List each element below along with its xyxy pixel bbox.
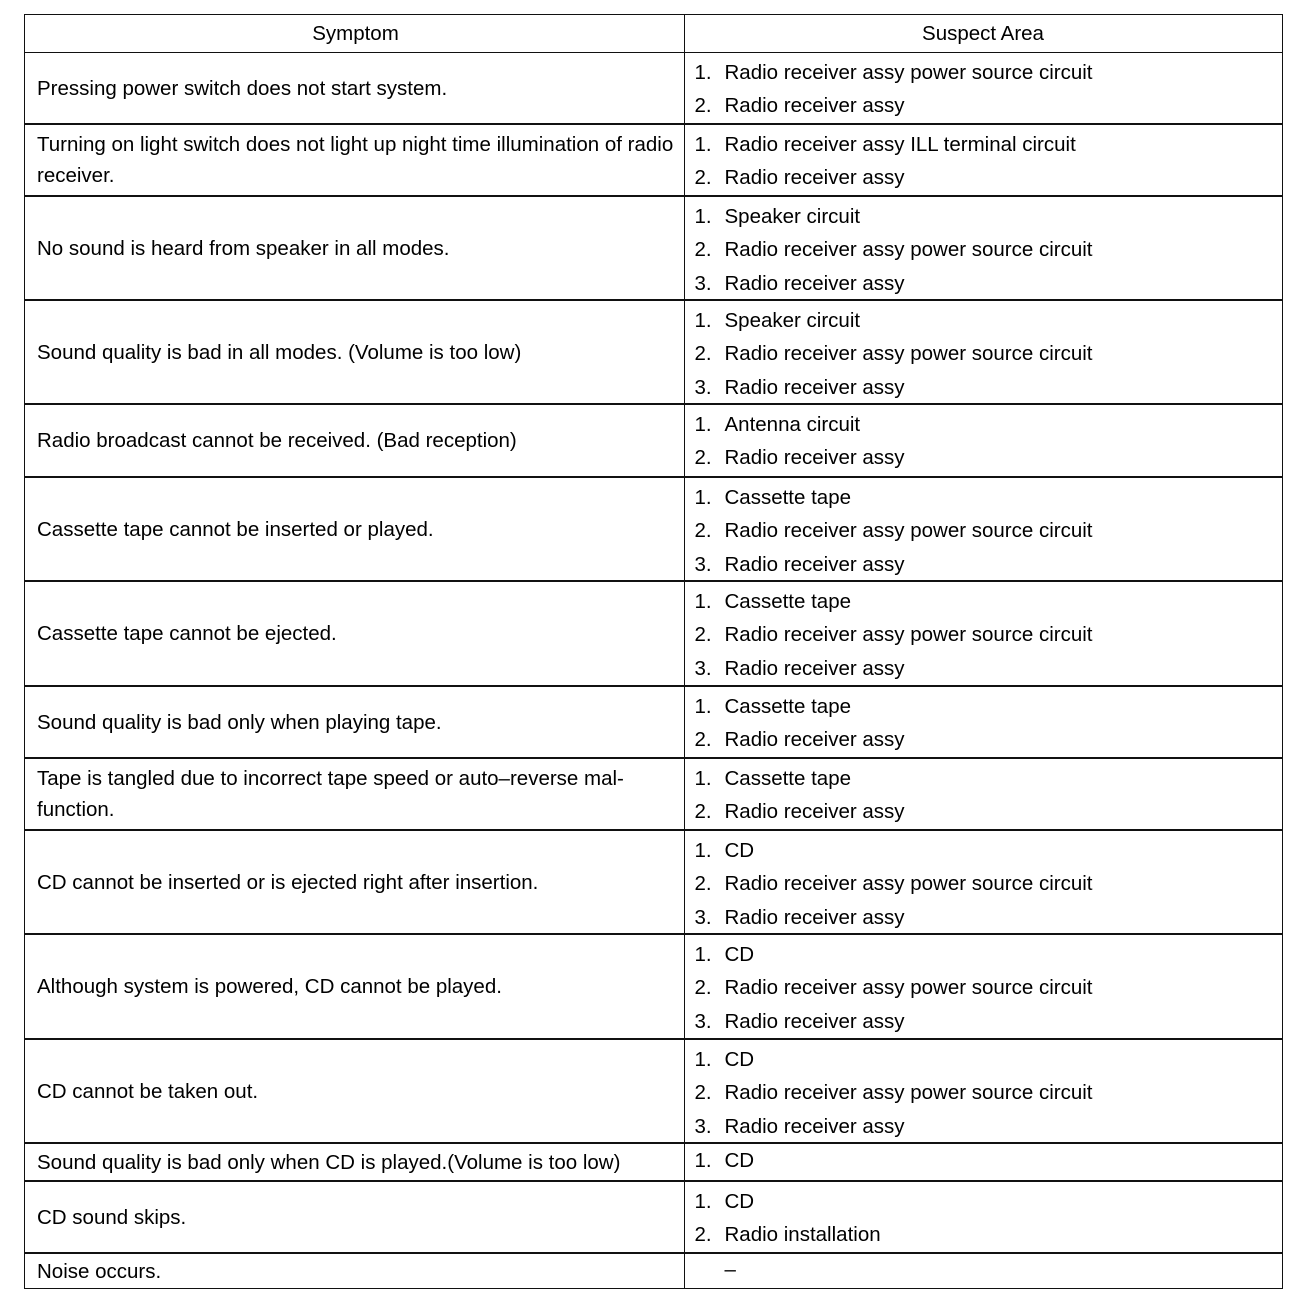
suspect-area-item <box>695 305 1272 338</box>
item-number: 3. <box>694 1009 712 1033</box>
item-text: Radio receiver assy power source circuit <box>724 623 1093 647</box>
suspect-area-cell <box>684 1039 1283 1143</box>
suspect-area-item <box>695 653 1272 686</box>
suspect-area-item <box>695 1111 1272 1144</box>
item-number: 2. <box>694 166 712 190</box>
table-row <box>24 758 1284 830</box>
item-text: Radio receiver assy <box>724 271 905 295</box>
suspect-area-item <box>695 619 1272 652</box>
item-text: Radio receiver assy ILL terminal circuit <box>724 133 1076 156</box>
item-number: 2. <box>694 800 712 824</box>
suspect-area-item <box>695 1186 1272 1219</box>
suspect-area-item <box>695 372 1272 405</box>
item-text: Radio receiver assy power source circuit <box>724 238 1093 262</box>
symptom-cell: Sound quality is bad only when playing tape. <box>24 686 685 758</box>
suspect-area-item <box>695 868 1272 901</box>
table-row <box>24 124 1284 196</box>
item-text: Radio receiver assy power source circuit <box>724 1081 1093 1105</box>
item-number: 1. <box>694 133 712 156</box>
item-number: 2. <box>694 872 712 896</box>
suspect-area-cell <box>684 477 1283 581</box>
item-text: Radio receiver assy <box>724 1009 905 1033</box>
suspect-area-item <box>695 268 1272 301</box>
item-text: Cassette tape <box>724 695 851 718</box>
suspect-area-item <box>695 724 1272 757</box>
item-text: Radio receiver assy power source circuit <box>724 976 1093 1000</box>
suspect-area-item <box>695 763 1272 796</box>
item-number: 2. <box>694 342 712 366</box>
suspect-area-cell <box>684 300 1283 404</box>
table-row <box>24 1253 1284 1289</box>
suspect-area-item <box>695 1145 1272 1178</box>
item-number: 2. <box>694 1223 712 1247</box>
suspect-area-item <box>695 515 1272 548</box>
table-row <box>24 196 1284 300</box>
suspect-area-cell <box>684 1181 1283 1253</box>
item-number: 1. <box>694 1190 712 1213</box>
item-number: 3. <box>694 271 712 295</box>
item-number: 2. <box>694 446 712 470</box>
symptom-cell: Sound quality is bad in all modes. (Volume is too low) <box>24 300 685 404</box>
symptom-cell: Sound quality is bad only when CD is played.(Volume is too low) <box>24 1143 685 1181</box>
suspect-area-cell <box>684 124 1283 196</box>
symptom-cell: Turning on light switch does not light up night time illumination of radio receiver. <box>24 124 685 196</box>
item-number: 1. <box>694 61 712 84</box>
table-row <box>24 404 1284 477</box>
item-number: 2. <box>694 1081 712 1105</box>
suspect-area-item <box>695 835 1272 868</box>
suspect-area-item <box>695 1254 1272 1287</box>
table-row <box>24 1181 1284 1253</box>
item-number: 2. <box>694 238 712 262</box>
suspect-area-cell <box>684 830 1283 934</box>
suspect-area-item <box>695 549 1272 582</box>
table-row <box>24 477 1284 581</box>
suspect-area-item <box>695 482 1272 515</box>
item-text: Radio receiver assy <box>724 375 905 399</box>
item-text: Radio receiver assy <box>724 1114 905 1138</box>
item-text: Radio receiver assy <box>724 728 905 752</box>
item-text: CD <box>724 943 755 966</box>
suspect-area-cell <box>684 686 1283 758</box>
item-number: 1. <box>694 205 712 228</box>
symptom-cell: Cassette tape cannot be inserted or played. <box>24 477 685 581</box>
item-text: Radio installation <box>724 1223 881 1247</box>
table-row <box>24 300 1284 404</box>
item-text: Radio receiver assy power source circuit <box>724 519 1093 543</box>
item-text: Radio receiver assy <box>724 446 905 470</box>
table-row <box>24 934 1284 1039</box>
suspect-area-item <box>695 442 1272 475</box>
item-text: CD <box>724 839 755 862</box>
item-number: 2. <box>694 728 712 752</box>
item-text: – <box>724 1258 736 1282</box>
suspect-area-item <box>695 1044 1272 1077</box>
symptom-cell: Pressing power switch does not start system. <box>24 52 685 124</box>
item-number: 2. <box>694 976 712 1000</box>
header-symptom: Symptom <box>24 14 685 53</box>
item-number: 1. <box>694 943 712 966</box>
suspect-area-item <box>695 201 1272 234</box>
item-number: 1. <box>694 839 712 862</box>
item-number: 3. <box>694 552 712 576</box>
item-text: Radio receiver assy power source circuit <box>724 61 1093 84</box>
item-text: Radio receiver assy power source circuit <box>724 342 1093 366</box>
item-number: 1. <box>694 695 712 718</box>
suspect-area-item <box>695 902 1272 935</box>
suspect-area-item <box>695 129 1272 162</box>
item-text: Radio receiver assy <box>724 94 905 118</box>
item-text: Radio receiver assy <box>724 905 905 929</box>
item-number: 2. <box>694 519 712 543</box>
item-text: Radio receiver assy power source circuit <box>724 872 1093 896</box>
symptom-cell: CD sound skips. <box>24 1181 685 1253</box>
item-number <box>695 1254 725 1287</box>
item-number: 1. <box>694 1149 712 1173</box>
table-header-row <box>24 14 1284 53</box>
suspect-area-item <box>695 972 1272 1005</box>
item-number: 1. <box>694 309 712 332</box>
item-text: CD <box>724 1048 755 1071</box>
item-text: Radio receiver assy <box>724 800 905 824</box>
suspect-area-cell <box>684 581 1283 686</box>
suspect-area-item <box>695 691 1272 724</box>
table-row <box>24 1143 1284 1181</box>
table-row <box>24 830 1284 934</box>
suspect-area-item <box>695 1077 1272 1110</box>
item-text: Speaker circuit <box>724 205 861 228</box>
suspect-area-cell <box>684 1143 1283 1181</box>
suspect-area-item <box>695 586 1272 619</box>
suspect-area-item <box>695 939 1272 972</box>
suspect-area-item <box>695 57 1272 90</box>
symptom-cell: CD cannot be inserted or is ejected right after insertion. <box>24 830 685 934</box>
item-number: 1. <box>694 767 712 790</box>
item-text: CD <box>724 1190 755 1213</box>
suspect-area-cell <box>684 758 1283 830</box>
symptom-cell: Radio broadcast cannot be received. (Bad reception) <box>24 404 685 477</box>
symptom-cell: Cassette tape cannot be ejected. <box>24 581 685 686</box>
suspect-area-item <box>695 338 1272 371</box>
item-text: Radio receiver assy <box>724 166 905 190</box>
item-number: 2. <box>694 623 712 647</box>
item-number: 3. <box>694 656 712 680</box>
item-number: 3. <box>694 375 712 399</box>
suspect-area-item <box>695 409 1272 442</box>
item-number: 1. <box>694 1048 712 1071</box>
suspect-area-item <box>695 90 1272 123</box>
item-text: Speaker circuit <box>724 309 861 332</box>
symptom-cell: Tape is tangled due to incorrect tape speed or auto–reverse mal-function. <box>24 758 685 830</box>
table-row <box>24 581 1284 686</box>
table-row <box>24 686 1284 758</box>
item-text: Antenna circuit <box>724 413 861 436</box>
item-text: Cassette tape <box>724 590 851 613</box>
suspect-area-cell <box>684 52 1283 124</box>
item-text: CD <box>724 1149 755 1173</box>
suspect-area-item <box>695 796 1272 829</box>
suspect-area-item <box>695 1219 1272 1252</box>
suspect-area-item <box>695 234 1272 267</box>
suspect-area-cell <box>684 196 1283 300</box>
item-number: 1. <box>694 590 712 613</box>
table-row <box>24 52 1284 124</box>
symptom-cell: Noise occurs. <box>24 1253 685 1289</box>
item-number: 3. <box>694 1114 712 1138</box>
item-text: Cassette tape <box>724 486 851 509</box>
suspect-area-item <box>695 1006 1272 1039</box>
item-text: Radio receiver assy <box>724 552 905 576</box>
item-text: Cassette tape <box>724 767 851 790</box>
table-row <box>24 1039 1284 1143</box>
symptom-cell: No sound is heard from speaker in all modes. <box>24 196 685 300</box>
suspect-area-cell <box>684 404 1283 477</box>
suspect-area-cell <box>684 934 1283 1039</box>
symptom-cell: CD cannot be taken out. <box>24 1039 685 1143</box>
item-number: 1. <box>694 486 712 509</box>
suspect-area-cell <box>684 1253 1283 1289</box>
item-number: 3. <box>694 905 712 929</box>
item-number: 2. <box>694 94 712 118</box>
suspect-area-item <box>695 162 1272 195</box>
item-text: Radio receiver assy <box>724 656 905 680</box>
symptom-cell: Although system is powered, CD cannot be played. <box>24 934 685 1039</box>
header-suspect-area: Suspect Area <box>684 14 1283 53</box>
item-number: 1. <box>694 413 712 436</box>
